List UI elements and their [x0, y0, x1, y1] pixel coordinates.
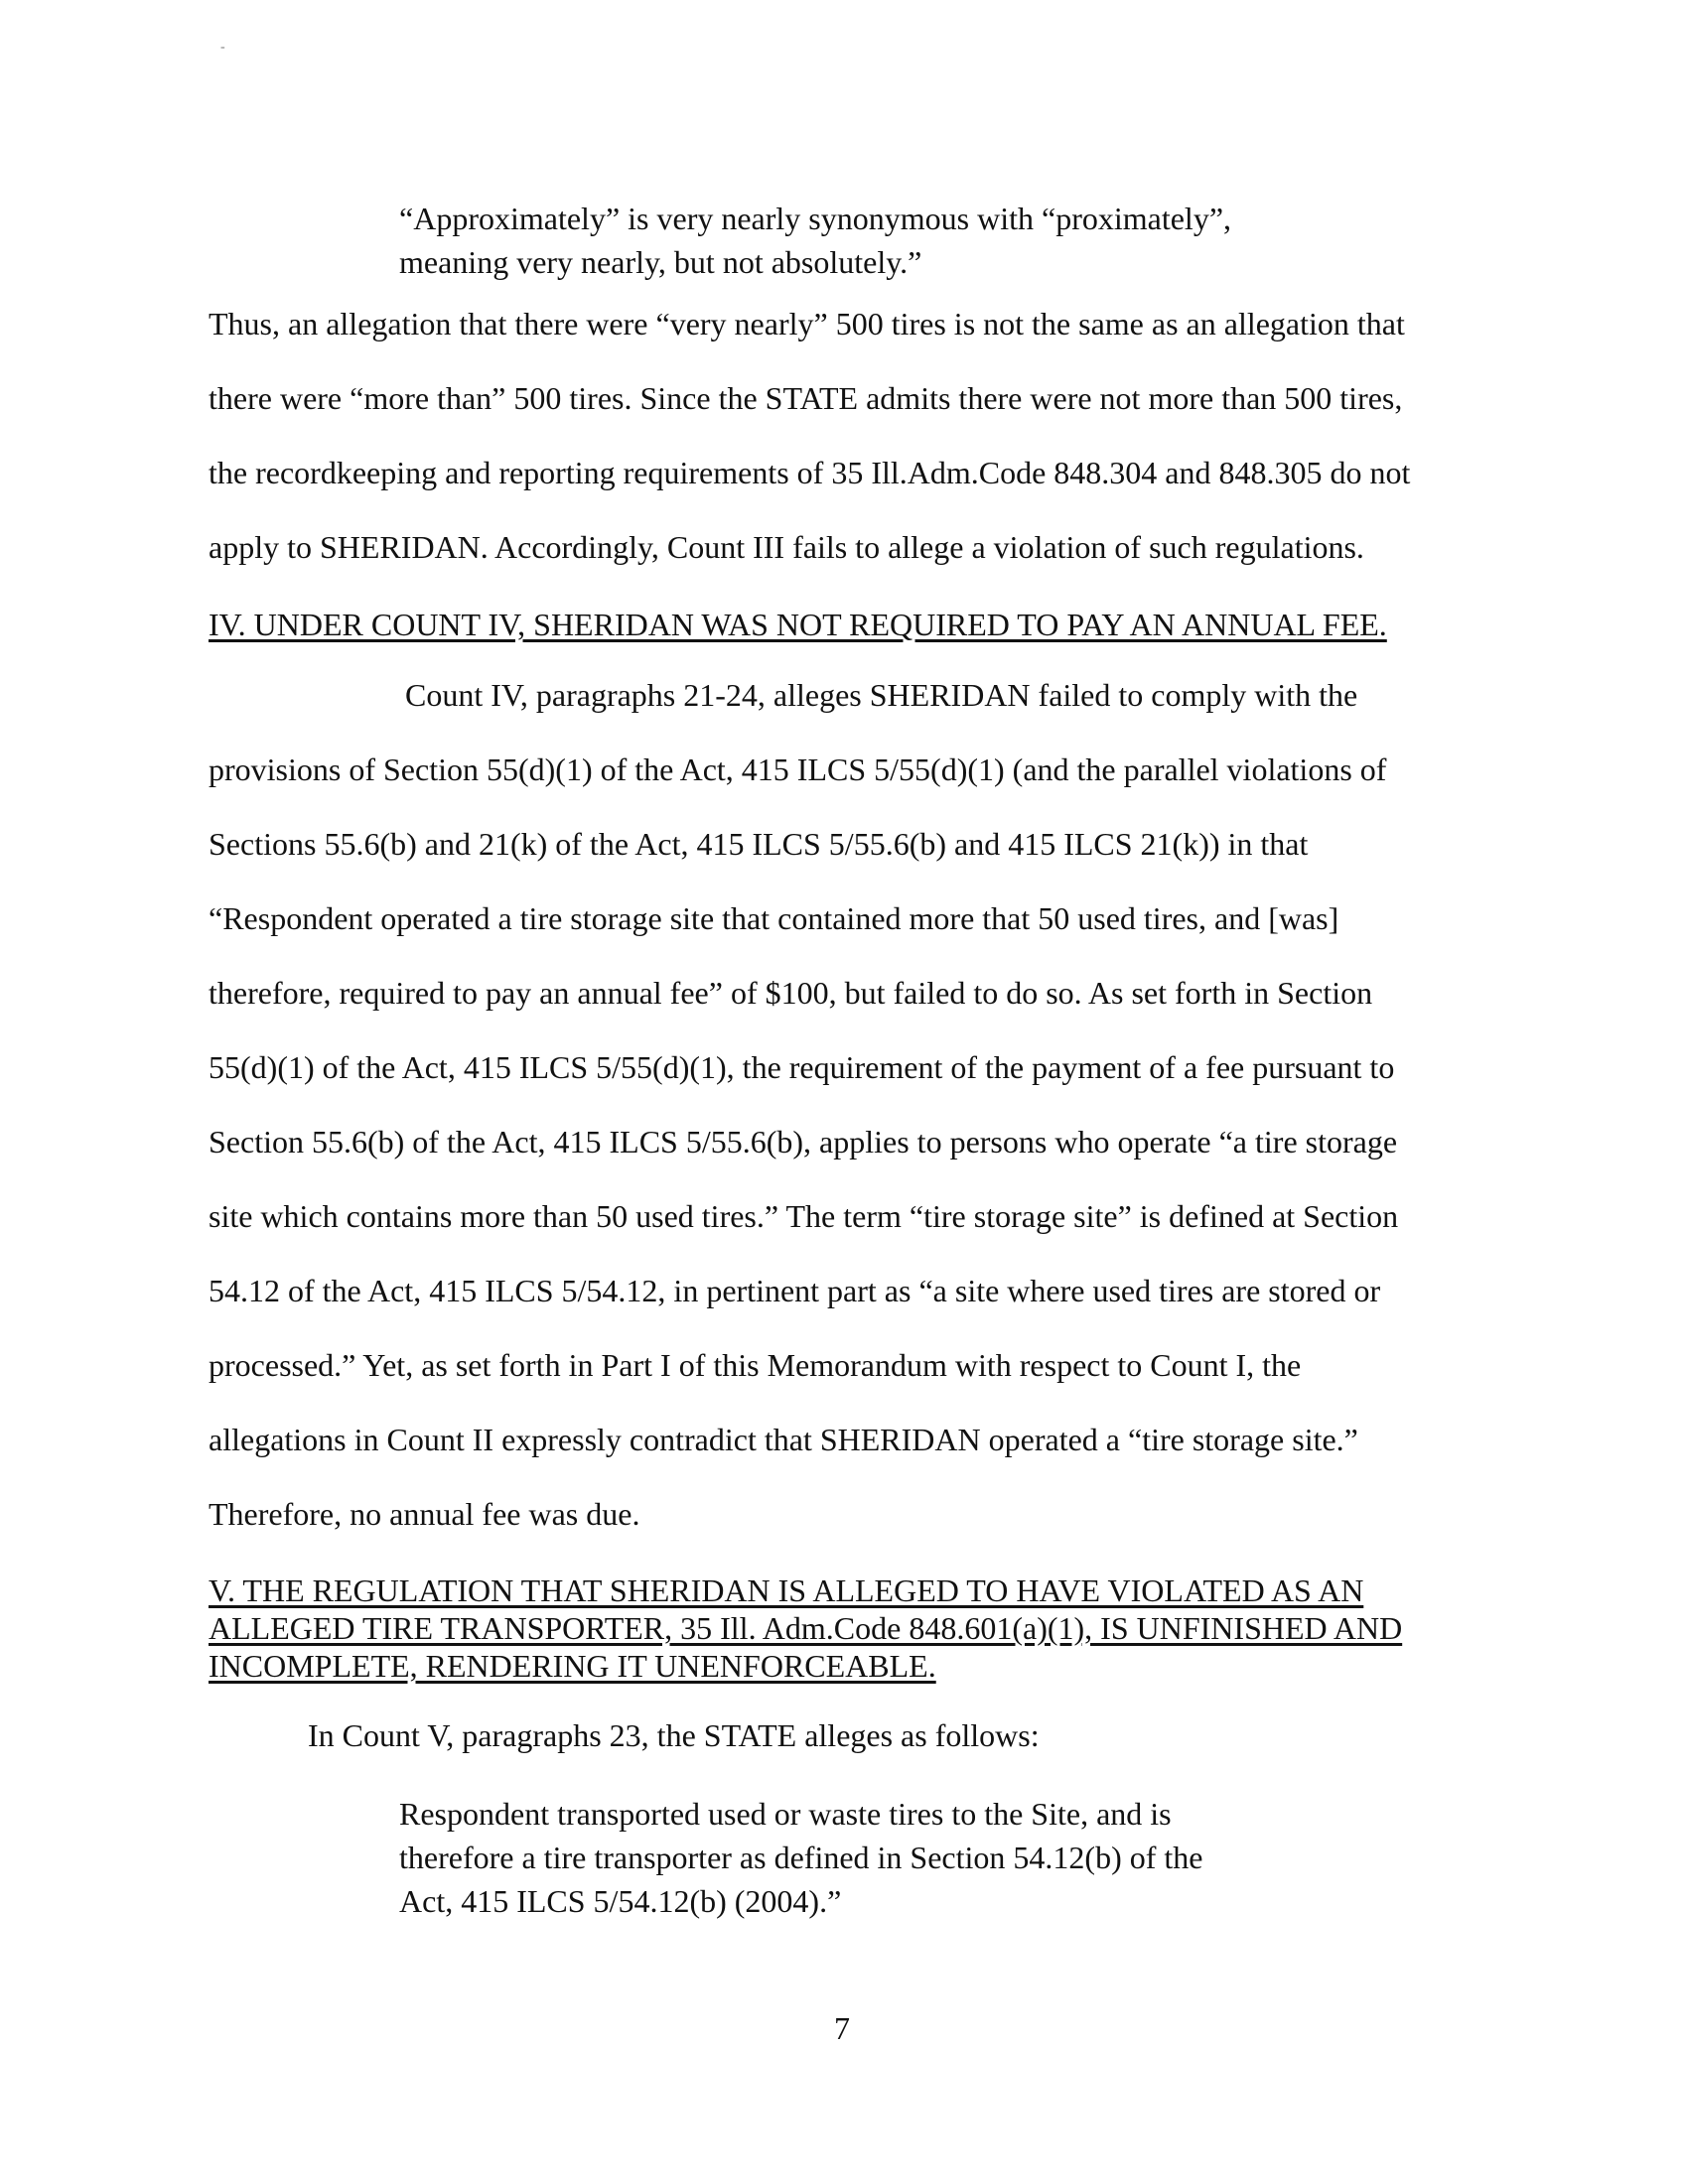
text-line: allegations in Count II expressly contradict that SHERIDAN operated a “tire storage site.”: [209, 1422, 1358, 1457]
page-mark: -: [220, 40, 225, 55]
text-line: processed.” Yet, as set forth in Part I of this Memorandum with respect to Count I, the: [209, 1347, 1302, 1383]
paragraph-count-v: In Count V, paragraphs 23, the STATE alleges as follows:: [308, 1717, 1040, 1753]
section-heading-v: [209, 1571, 1402, 1685]
text-line: 55(d)(1) of the Act, 415 ILCS 5/55(d)(1), the requirement of the payment of a fee pursuant to: [209, 1049, 1395, 1085]
quote-line: meaning very nearly, but not absolutely.”: [399, 244, 922, 280]
paragraph-thus: [209, 287, 1450, 585]
text-line: Count IV, paragraphs 21-24, alleges SHERIDAN failed to comply with the: [405, 677, 1358, 713]
quote-line: Respondent transported used or waste tires to the Site, and is: [399, 1796, 1172, 1832]
quote-line: “Approximately” is very nearly synonymous with “proximately”,: [399, 201, 1232, 236]
page-number: 7: [834, 2010, 850, 2046]
text-line: site which contains more than 50 used tires.” The term “tire storage site” is defined at Section: [209, 1198, 1399, 1234]
block-quote-bottom: [399, 1792, 1392, 1923]
quote-line: therefore a tire transporter as defined in Section 54.12(b) of the: [399, 1840, 1203, 1875]
text-line: Therefore, no annual fee was due.: [209, 1496, 640, 1532]
text-line: Section 55.6(b) of the Act, 415 ILCS 5/55.6(b), applies to persons who operate “a tire storage: [209, 1124, 1398, 1160]
heading-line: V. THE REGULATION THAT SHERIDAN IS ALLEGED TO HAVE VIOLATED AS AN: [209, 1572, 1364, 1608]
heading-line: INCOMPLETE, RENDERING IT UNENFORCEABLE.: [209, 1648, 936, 1684]
text-line: 54.12 of the Act, 415 ILCS 5/54.12, in pertinent part as “a site where used tires are stored or: [209, 1273, 1381, 1308]
text-line: there were “more than” 500 tires. Since the STATE admits there were not more than 500 tires,: [209, 380, 1403, 416]
text-line: Sections 55.6(b) and 21(k) of the Act, 415 ILCS 5/55.6(b) and 415 ILCS 21(k)) in that: [209, 826, 1309, 862]
paragraph-count-iv: [209, 658, 1450, 1552]
text-line: therefore, required to pay an annual fee” of $100, but failed to do so. As set forth in Section: [209, 975, 1373, 1011]
text-line: provisions of Section 55(d)(1) of the Act, 415 ILCS 5/55(d)(1) (and the parallel violations of: [209, 751, 1387, 787]
text-line: the recordkeeping and reporting requirements of 35 Ill.Adm.Code 848.304 and 848.305 do not: [209, 455, 1411, 490]
block-quote-top: [399, 197, 1392, 284]
quote-line: Act, 415 ILCS 5/54.12(b) (2004).”: [399, 1883, 842, 1919]
text-line: Thus, an allegation that there were “very nearly” 500 tires is not the same as an allegation that: [209, 306, 1405, 341]
heading-line: ALLEGED TIRE TRANSPORTER, 35 Ill. Adm.Code 848.601(a)(1), IS UNFINISHED AND: [209, 1610, 1403, 1646]
section-heading-iv: IV. UNDER COUNT IV, SHERIDAN WAS NOT REQUIRED TO PAY AN ANNUAL FEE.: [209, 607, 1387, 642]
text-line: “Respondent operated a tire storage site that contained more that 50 used tires, and [was]: [209, 900, 1339, 936]
text-line: apply to SHERIDAN. Accordingly, Count III fails to allege a violation of such regulations.: [209, 529, 1364, 565]
